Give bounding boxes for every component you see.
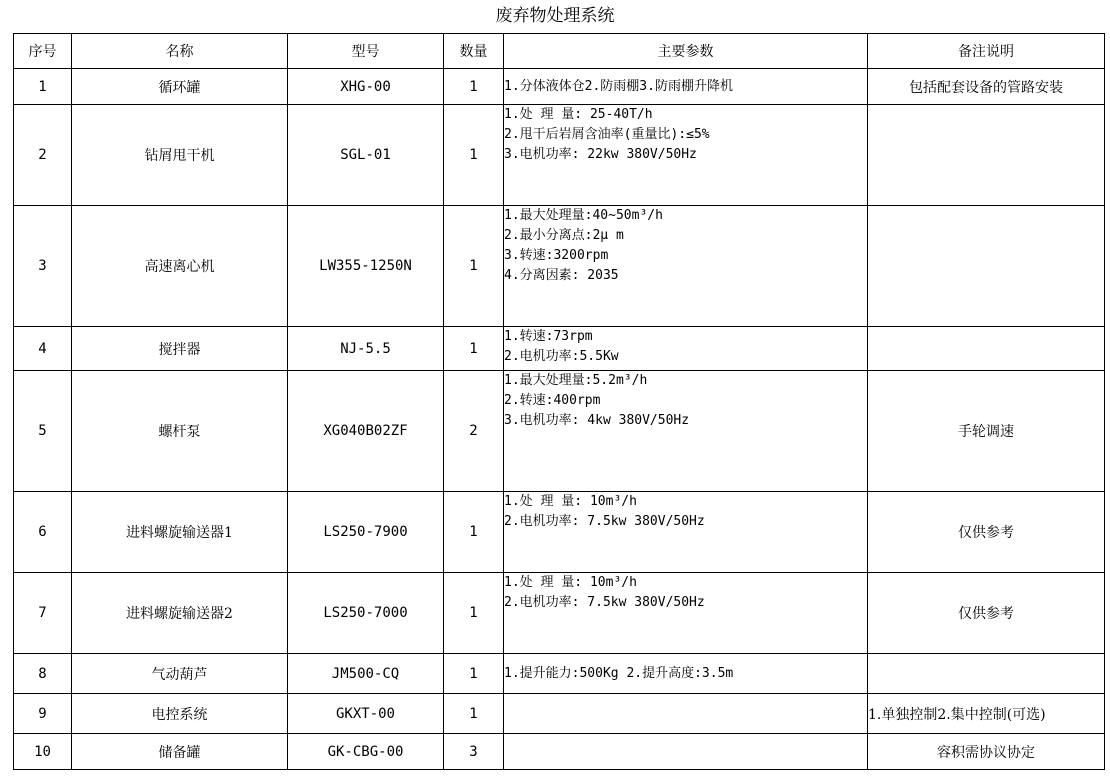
row-model: XHG-00: [288, 69, 444, 105]
row-qty: 1: [444, 694, 504, 734]
table-row: [14, 206, 1105, 327]
row-index: 9: [14, 694, 72, 734]
param-line: 2.电机功率: 7.5kw 380V/50Hz: [504, 595, 705, 610]
row-model: XG040B02ZF: [288, 371, 444, 492]
header-params: 主要参数: [504, 34, 868, 69]
table-row: [14, 327, 1105, 371]
table-row: [14, 492, 1105, 573]
row-params: [504, 206, 868, 327]
row-qty: 1: [444, 206, 504, 327]
row-params: [504, 734, 868, 770]
row-model: LW355-1250N: [288, 206, 444, 327]
param-line: 3.电机功率: 22kw 380V/50Hz: [504, 147, 697, 162]
row-model: GKXT-00: [288, 694, 444, 734]
row-remarks: 手轮调速: [868, 371, 1105, 492]
param-line: 3.电机功率: 4kw 380V/50Hz: [504, 413, 690, 428]
row-remarks: 1.单独控制2.集中控制(可选): [868, 694, 1105, 734]
param-line: 1.处 理 量: 25-40T/h: [504, 107, 653, 122]
param-line: 1.最大处理量:5.2m³/h: [504, 373, 648, 388]
row-params: [504, 573, 868, 654]
row-remarks: [868, 105, 1105, 206]
row-remarks: 仅供参考: [868, 492, 1105, 573]
row-qty: 1: [444, 327, 504, 371]
row-name: 电控系统: [72, 694, 288, 734]
row-remarks: 容积需协议协定: [868, 734, 1105, 770]
row-qty: 1: [444, 69, 504, 105]
row-index: 10: [14, 734, 72, 770]
row-name: 钻屑甩干机: [72, 105, 288, 206]
row-params: [504, 105, 868, 206]
header-index: 序号: [14, 34, 72, 69]
param-line: 2.最小分离点:2μ m: [504, 228, 624, 243]
row-index: 4: [14, 327, 72, 371]
row-qty: 2: [444, 371, 504, 492]
header-qty: 数量: [444, 34, 504, 69]
row-index: 7: [14, 573, 72, 654]
row-params: [504, 694, 868, 734]
row-name: 搅拌器: [72, 327, 288, 371]
row-params: [504, 69, 868, 105]
row-remarks: [868, 206, 1105, 327]
row-model: NJ-5.5: [288, 327, 444, 371]
row-index: 1: [14, 69, 72, 105]
row-remarks: [868, 654, 1105, 694]
param-line: 2.甩干后岩屑含油率(重量比):≤5%: [504, 127, 710, 142]
param-line: 1.处 理 量: 10m³/h: [504, 575, 637, 590]
row-model: GK-CBG-00: [288, 734, 444, 770]
param-line: 1.最大处理量:40~50m³/h: [504, 208, 663, 223]
row-remarks: 仅供参考: [868, 573, 1105, 654]
row-model: LS250-7900: [288, 492, 444, 573]
row-remarks: 包括配套设备的管路安装: [868, 69, 1105, 105]
equipment-table: [13, 33, 1105, 770]
row-index: 2: [14, 105, 72, 206]
document-title: 废弃物处理系统: [495, 6, 615, 26]
row-model: SGL-01: [288, 105, 444, 206]
row-index: 8: [14, 654, 72, 694]
row-qty: 1: [444, 573, 504, 654]
row-name: 高速离心机: [72, 206, 288, 327]
table-row: [14, 734, 1105, 770]
table-row: [14, 654, 1105, 694]
row-qty: 1: [444, 492, 504, 573]
row-params: [504, 327, 868, 371]
row-name: 储备罐: [72, 734, 288, 770]
param-line: 2.转速:400rpm: [504, 393, 601, 408]
param-line: 4.分离因素: 2035: [504, 268, 619, 283]
row-qty: 3: [444, 734, 504, 770]
table-header-row: [14, 34, 1105, 69]
row-model: JM500-CQ: [288, 654, 444, 694]
row-name: 气动葫芦: [72, 654, 288, 694]
param-line: 1.转速:73rpm: [504, 329, 593, 344]
row-index: 3: [14, 206, 72, 327]
row-qty: 1: [444, 105, 504, 206]
row-remarks: [868, 327, 1105, 371]
header-model: 型号: [288, 34, 444, 69]
table-row: [14, 371, 1105, 492]
row-name: 进料螺旋输送器1: [72, 492, 288, 573]
header-remarks: 备注说明: [868, 34, 1105, 69]
param-line: 3.转速:3200rpm: [504, 248, 609, 263]
param-line: 2.电机功率:5.5Kw: [504, 349, 619, 364]
row-name: 进料螺旋输送器2: [72, 573, 288, 654]
row-name: 循环罐: [72, 69, 288, 105]
param-line: 1.处 理 量: 10m³/h: [504, 494, 637, 509]
row-name: 螺杆泵: [72, 371, 288, 492]
row-params: [504, 654, 868, 694]
row-index: 5: [14, 371, 72, 492]
table-row: [14, 694, 1105, 734]
row-qty: 1: [444, 654, 504, 694]
param-line: 2.电机功率: 7.5kw 380V/50Hz: [504, 514, 705, 529]
param-line: 1.分体液体仓2.防雨棚3.防雨棚升降机: [504, 78, 733, 94]
table-row: [14, 69, 1105, 105]
row-params: [504, 492, 868, 573]
param-line: 1.提升能力:500Kg 2.提升高度:3.5m: [504, 665, 734, 681]
row-model: LS250-7000: [288, 573, 444, 654]
header-name: 名称: [72, 34, 288, 69]
row-params: [504, 371, 868, 492]
table-row: [14, 105, 1105, 206]
table-row: [14, 573, 1105, 654]
row-index: 6: [14, 492, 72, 573]
